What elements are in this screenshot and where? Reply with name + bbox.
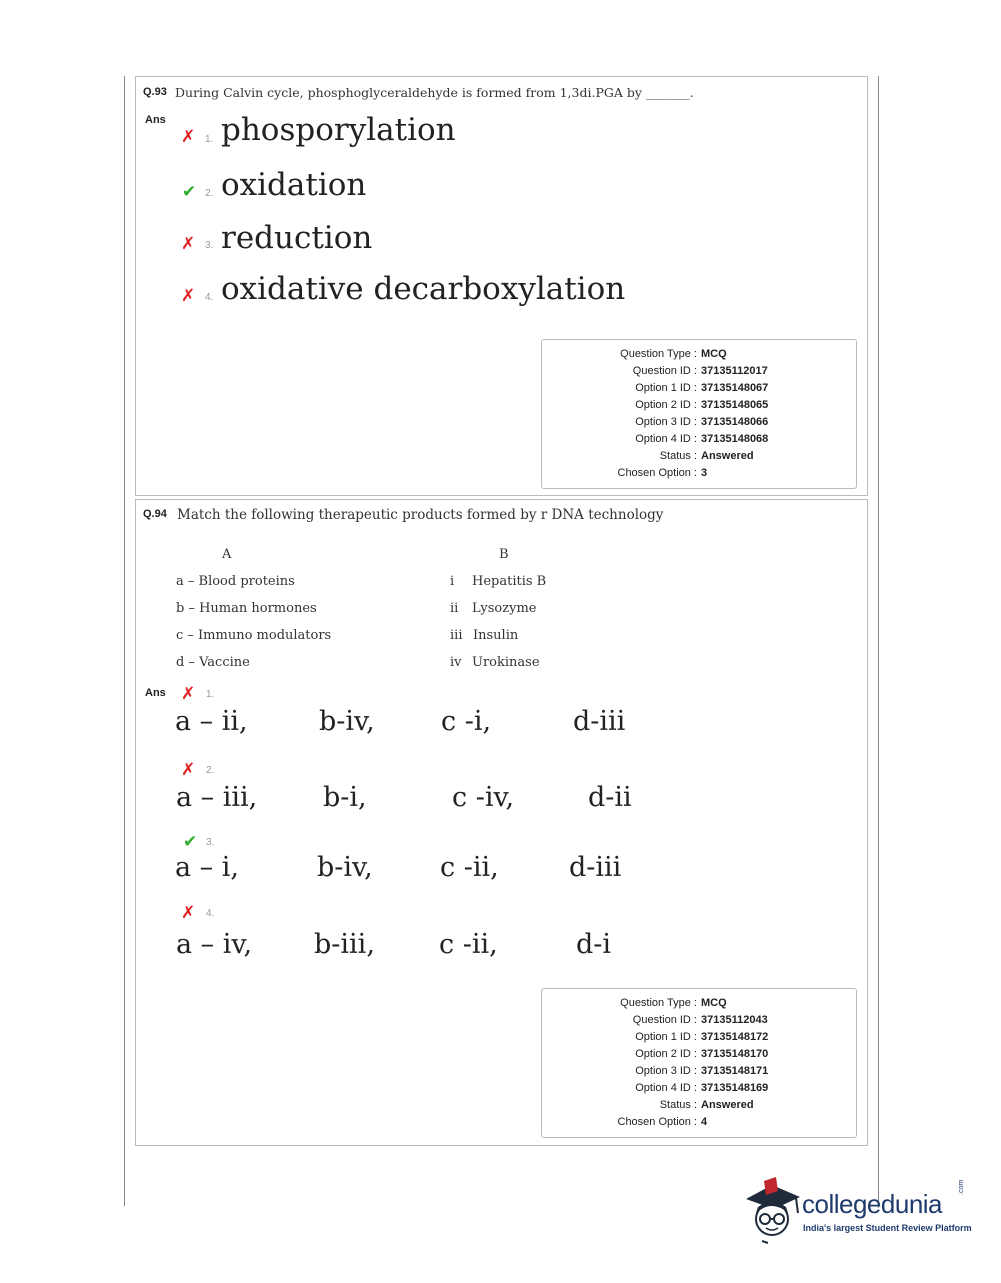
match-cell: d-iii [573, 706, 626, 737]
match-cell: d-iii [569, 852, 622, 883]
info-status: Status : Answered [659, 1099, 754, 1111]
question-94-text: Match the following therapeutic products formed by r DNA technology [177, 507, 664, 523]
collegedunia-logo [742, 1177, 972, 1247]
column-b-num: i [450, 574, 455, 589]
match-cell: c -i, [441, 706, 492, 737]
info-option-3-id: Option 3 ID : 37135148171 [635, 1065, 769, 1077]
column-b-num: iv [450, 655, 462, 670]
question-94-info-box [541, 988, 857, 1138]
column-a-item: b – Human hormones [176, 601, 317, 616]
match-cell: b-i, [323, 782, 367, 813]
option-number: 1. [206, 689, 215, 700]
wrong-mark-icon: ✗ [181, 684, 196, 704]
column-b-num: iii [450, 628, 463, 643]
info-chosen-option: Chosen Option : 3 [617, 467, 708, 479]
wrong-mark-icon: ✗ [181, 903, 196, 923]
info-chosen-option: Chosen Option : 4 [617, 1116, 708, 1128]
option-number: 1. [205, 134, 214, 145]
wrong-mark-icon: ✗ [181, 286, 196, 306]
match-cell: a – iii, [176, 782, 258, 813]
wrong-mark-icon: ✗ [181, 234, 196, 254]
match-cell: a – iv, [176, 929, 253, 960]
info-option-1-id: Option 1 ID : 37135148172 [635, 1031, 769, 1043]
match-cell: d-ii [588, 782, 632, 813]
match-cell: a – i, [175, 852, 239, 883]
info-option-3-id: Option 3 ID : 37135148066 [635, 416, 769, 428]
info-option-4-id: Option 4 ID : 37135148068 [635, 433, 769, 445]
option-number: 2. [205, 188, 214, 199]
page-right-rule [878, 76, 879, 1208]
info-question-type: Question Type : MCQ [620, 997, 727, 1009]
column-a-item: d – Vaccine [176, 655, 250, 670]
option-number: 4. [205, 292, 214, 303]
match-cell: d-i [576, 929, 612, 960]
match-cell: c -ii, [440, 852, 499, 883]
info-question-id: Question ID : 37135112043 [632, 1014, 768, 1026]
page-left-rule [124, 76, 125, 1206]
info-option-2-id: Option 2 ID : 37135148170 [635, 1048, 769, 1060]
match-cell: b-iii, [314, 929, 375, 960]
brand-name: collegedunia [802, 1189, 943, 1219]
match-cell: b-iv, [317, 852, 373, 883]
wrong-mark-icon: ✗ [181, 760, 196, 780]
info-question-id: Question ID : 37135112017 [632, 365, 768, 377]
column-b-num: ii [450, 601, 459, 616]
match-cell: c -iv, [452, 782, 515, 813]
option-text: oxidative decarboxylation [221, 271, 626, 307]
info-option-4-id: Option 4 ID : 37135148169 [635, 1082, 769, 1094]
column-a-item: c – Immuno modulators [176, 628, 332, 643]
info-option-1-id: Option 1 ID : 37135148067 [635, 382, 769, 394]
wrong-mark-icon: ✗ [181, 127, 196, 147]
column-b-header: B [499, 547, 509, 562]
column-a-item: a – Blood proteins [176, 574, 295, 589]
column-b-item: Lysozyme [472, 601, 537, 616]
brand-domain: .com [958, 1179, 965, 1195]
question-94-ans-label: Ans [145, 687, 166, 699]
correct-check-icon: ✔ [183, 832, 198, 852]
match-cell: b-iv, [319, 706, 375, 737]
question-93-info-box [541, 339, 857, 489]
option-text: reduction [221, 220, 373, 256]
option-number: 2. [206, 765, 215, 776]
question-93-text: During Calvin cycle, phosphoglyceraldehyde is formed from 1,3di.PGA by _______. [175, 85, 694, 100]
match-cell: a – ii, [175, 706, 248, 737]
option-text: oxidation [221, 167, 367, 203]
option-number: 3. [206, 837, 215, 848]
info-question-type: Question Type : MCQ [620, 348, 727, 360]
info-option-2-id: Option 2 ID : 37135148065 [635, 399, 769, 411]
question-93-ans-label: Ans [145, 114, 166, 126]
option-number: 3. [205, 240, 214, 251]
column-a-header: A [222, 547, 232, 562]
info-status: Status : Answered [659, 450, 754, 462]
correct-check-icon: ✔ [182, 182, 197, 202]
option-text: phosporylation [221, 112, 456, 148]
column-b-item: Hepatitis B [472, 574, 547, 589]
option-number: 4. [206, 908, 215, 919]
brand-tagline: India's largest Student Review Platform [803, 1223, 972, 1233]
question-93-number: Q.93 [143, 86, 167, 98]
mascot-logo-icon [742, 1177, 804, 1247]
column-b-item: Insulin [473, 628, 519, 643]
match-cell: c -ii, [439, 929, 498, 960]
question-94-number: Q.94 [143, 508, 167, 520]
column-b-item: Urokinase [472, 655, 540, 670]
